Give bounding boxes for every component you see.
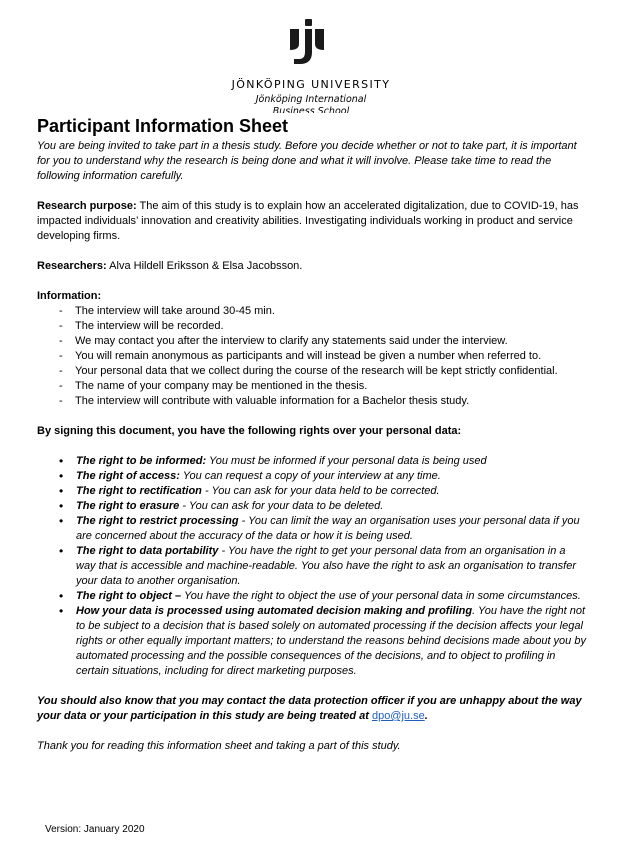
researchers (37, 259, 587, 274)
list-item: - You will remain anonymous as participants and will instead be given a number when referred to. (37, 349, 587, 364)
researchers-text: Alva Hildell Eriksson & Elsa Jacobsson. (106, 260, 303, 272)
ju-logo-icon (290, 19, 326, 65)
information-heading: Information: (37, 290, 102, 302)
rights-heading: By signing this document, you have the following rights over your personal data: (37, 425, 462, 437)
right-item: • The right to object – You have the right to object the use of your personal data in some circumstances. (37, 589, 587, 604)
document-body (37, 139, 587, 754)
school-name-line1: Jönköping International (255, 94, 367, 105)
page-title: Participant Information Sheet (37, 116, 289, 136)
school-name-line2: Business School (272, 106, 350, 113)
version-label: Version: January 2020 (45, 824, 145, 835)
list-item: - Your personal data that we collect during the course of the research will be kept strictly confidential. (37, 364, 587, 379)
list-item: - The interview will take around 30-45 min. (37, 304, 587, 319)
rights-list (37, 454, 587, 679)
university-name: JÖNKÖPING UNIVERSITY (231, 78, 391, 91)
dpo-email-link[interactable]: dpo@ju.se (371, 710, 425, 722)
right-item: • The right to data portability - You have the right to get your personal data from an organisation in a way that is accessible and machine-readable. You also have the right to ask an organisation to transfer your data to another organisation. (37, 544, 587, 589)
list-item: - The interview will be recorded. (37, 319, 587, 334)
research-purpose-label: Research purpose: (37, 200, 137, 212)
right-item: • The right to erasure - You can ask for your data to be deleted. (37, 499, 587, 514)
right-item: • The right to be informed: You must be informed if your personal data is being used (37, 454, 587, 469)
research-purpose (37, 199, 587, 244)
right-item: • The right of access: You can request a copy of your interview at any time. (37, 469, 587, 484)
list-item: - The name of your company may be mentioned in the thesis. (37, 379, 587, 394)
right-item: • How your data is processed using automated decision making and profiling. You have the right not to be subject to a decision that is based solely on automated processing if the decision affects your legal rights or other equally important matters; to understand the reasons behind decisions made about you by automated processing and the possible consequences of the decisions, and to object to profiling in certain situations, including for direct marketing purposes. (37, 604, 587, 679)
research-purpose-text: The aim of this study is to explain how an accelerated digitalization, due to COVID-19, has impacted individuals’ innovation and creativity abilities. Investigating individuals working in product and service developing firms. (37, 200, 579, 242)
right-item: • The right to rectification - You can ask for your data held to be corrected. (37, 484, 587, 499)
intro-paragraph: You are being invited to take part in a thesis study. Before you decide whether or not to take part, it is important for you to understand why the research is being done and what it will involve. Please take time to read the following information carefully. (37, 140, 577, 182)
list-item: - We may contact you after the interview to clarify any statements said under the interview. (37, 334, 587, 349)
researchers-label: Researchers: (37, 260, 107, 272)
right-item: • The right to restrict processing - You can limit the way an organisation uses your personal data if you are concerned about the accuracy of the data or how it is being used. (37, 514, 587, 544)
list-item: - The interview will contribute with valuable information for a Bachelor thesis study. (37, 394, 587, 409)
dpo-notice: You should also know that you may contact the data protection officer if you are unhappy about the way your data or your participation in this study are being treated at dpo@ju.se. (37, 695, 582, 722)
information-list (37, 304, 587, 409)
thanks-text: Thank you for reading this information sheet and taking a part of this study. (37, 740, 401, 752)
